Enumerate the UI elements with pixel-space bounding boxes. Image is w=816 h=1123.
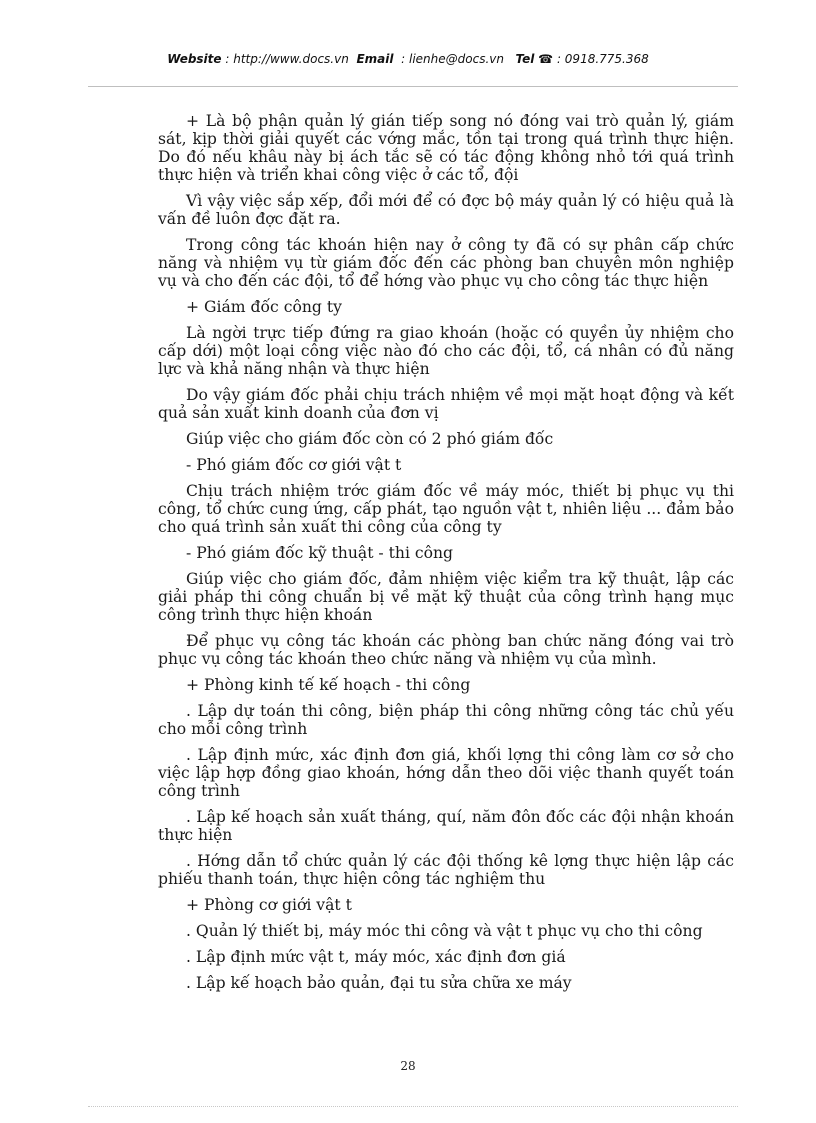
paragraph: Giúp việc cho giám đốc, đảm nhiệm việc kiểm tra kỹ thuật, lập các giải pháp thi công chuẩn bị về mặt kỹ thuật của công trình hạng mục công trình thực hiện khoán (158, 570, 734, 624)
list-item: . Lập kế hoạch sản xuất tháng, quí, năm đôn đốc các đội nhận khoán thực hiện (158, 808, 734, 844)
page-header (0, 52, 816, 66)
website-value: : http://www.docs.vn (225, 52, 349, 66)
document-body (158, 112, 734, 1000)
list-item: . Lập định mức vật t, máy móc, xác định đơn giá (186, 948, 566, 966)
header-divider (88, 86, 738, 87)
website-label: Website (167, 52, 222, 66)
list-item: . Lập định mức, xác định đơn giá, khối lợng thi công làm cơ sở cho việc lập hợp đồng giao khoán, hớng dẫn theo dõi việc thanh quyết toán công trình (158, 746, 734, 800)
tel-value: : 0918.775.368 (556, 52, 649, 66)
section-heading: - Phó giám đốc cơ giới vật t (186, 456, 402, 474)
list-item: . Hớng dẫn tổ chức quản lý các đội thống kê lợng thực hiện lập các phiếu thanh toán, thực hiện công tác nghiệm thu (158, 852, 734, 888)
list-item: . Quản lý thiết bị, máy móc thi công và vật t phục vụ cho thi công (186, 922, 703, 940)
email-value: : lienhe@docs.vn (401, 52, 504, 66)
footer-divider (88, 1106, 738, 1107)
paragraph: + Là bộ phận quản lý gián tiếp song nó đóng vai trò quản lý, giám sát, kịp thời giải quyết các vớng mắc, tồn tại trong quá trình thực hiện. Do đó nếu khâu này bị ách tắc sẽ có tác động không nhỏ tới quá trình thực hiện và triển khai công việc ở các tổ, đội (158, 112, 734, 184)
tel-label: Tel (515, 52, 535, 66)
paragraph: Chịu trách nhiệm trớc giám đốc về máy móc, thiết bị phục vụ thi công, tổ chức cung ứng, cấp phát, tạo nguồn vật t, nhiên liệu ... đảm bảo cho quá trình sản xuất thi công của công ty (158, 482, 734, 536)
list-item: . Lập kế hoạch bảo quản, đại tu sửa chữa xe máy (186, 974, 572, 992)
list-item: . Lập dự toán thi công, biện pháp thi công những công tác chủ yếu cho mỗi công trình (158, 702, 734, 738)
paragraph: Do vậy giám đốc phải chịu trách nhiệm về mọi mặt hoạt động và kết quả sản xuất kinh doanh của đơn vị (158, 386, 734, 422)
paragraph: Là ngời trực tiếp đứng ra giao khoán (hoặc có quyền ủy nhiệm cho cấp dới) một loại công việc nào đó cho các đội, tổ, cá nhân có đủ năng lực và khả năng nhận và thực hiện (158, 324, 734, 378)
phone-icon: ☎ (538, 52, 554, 66)
section-heading: + Phòng kinh tế kế hoạch - thi công (186, 676, 471, 694)
paragraph: Để phục vụ công tác khoán các phòng ban chức năng đóng vai trò phục vụ công tác khoán theo chức năng và nhiệm vụ của mình. (158, 632, 734, 668)
paragraph: Vì vậy việc sắp xếp, đổi mới để có đợc bộ máy quản lý có hiệu quả là vấn đề luôn đợc đặt ra. (158, 192, 734, 228)
section-heading: + Giám đốc công ty (186, 298, 342, 316)
section-heading: - Phó giám đốc kỹ thuật - thi công (186, 544, 454, 562)
paragraph: Giúp việc cho giám đốc còn có 2 phó giám đốc (186, 430, 554, 448)
paragraph: Trong công tác khoán hiện nay ở công ty đã có sự phân cấp chức năng và nhiệm vụ từ giám đốc đến các phòng ban chuyên môn nghiệp vụ và cho đến các đội, tổ để hớng vào phục vụ cho công tác thực hiện (158, 236, 734, 290)
email-label: Email (356, 52, 394, 66)
page-number: 28 (400, 1059, 416, 1073)
section-heading: + Phòng cơ giới vật t (186, 896, 352, 914)
